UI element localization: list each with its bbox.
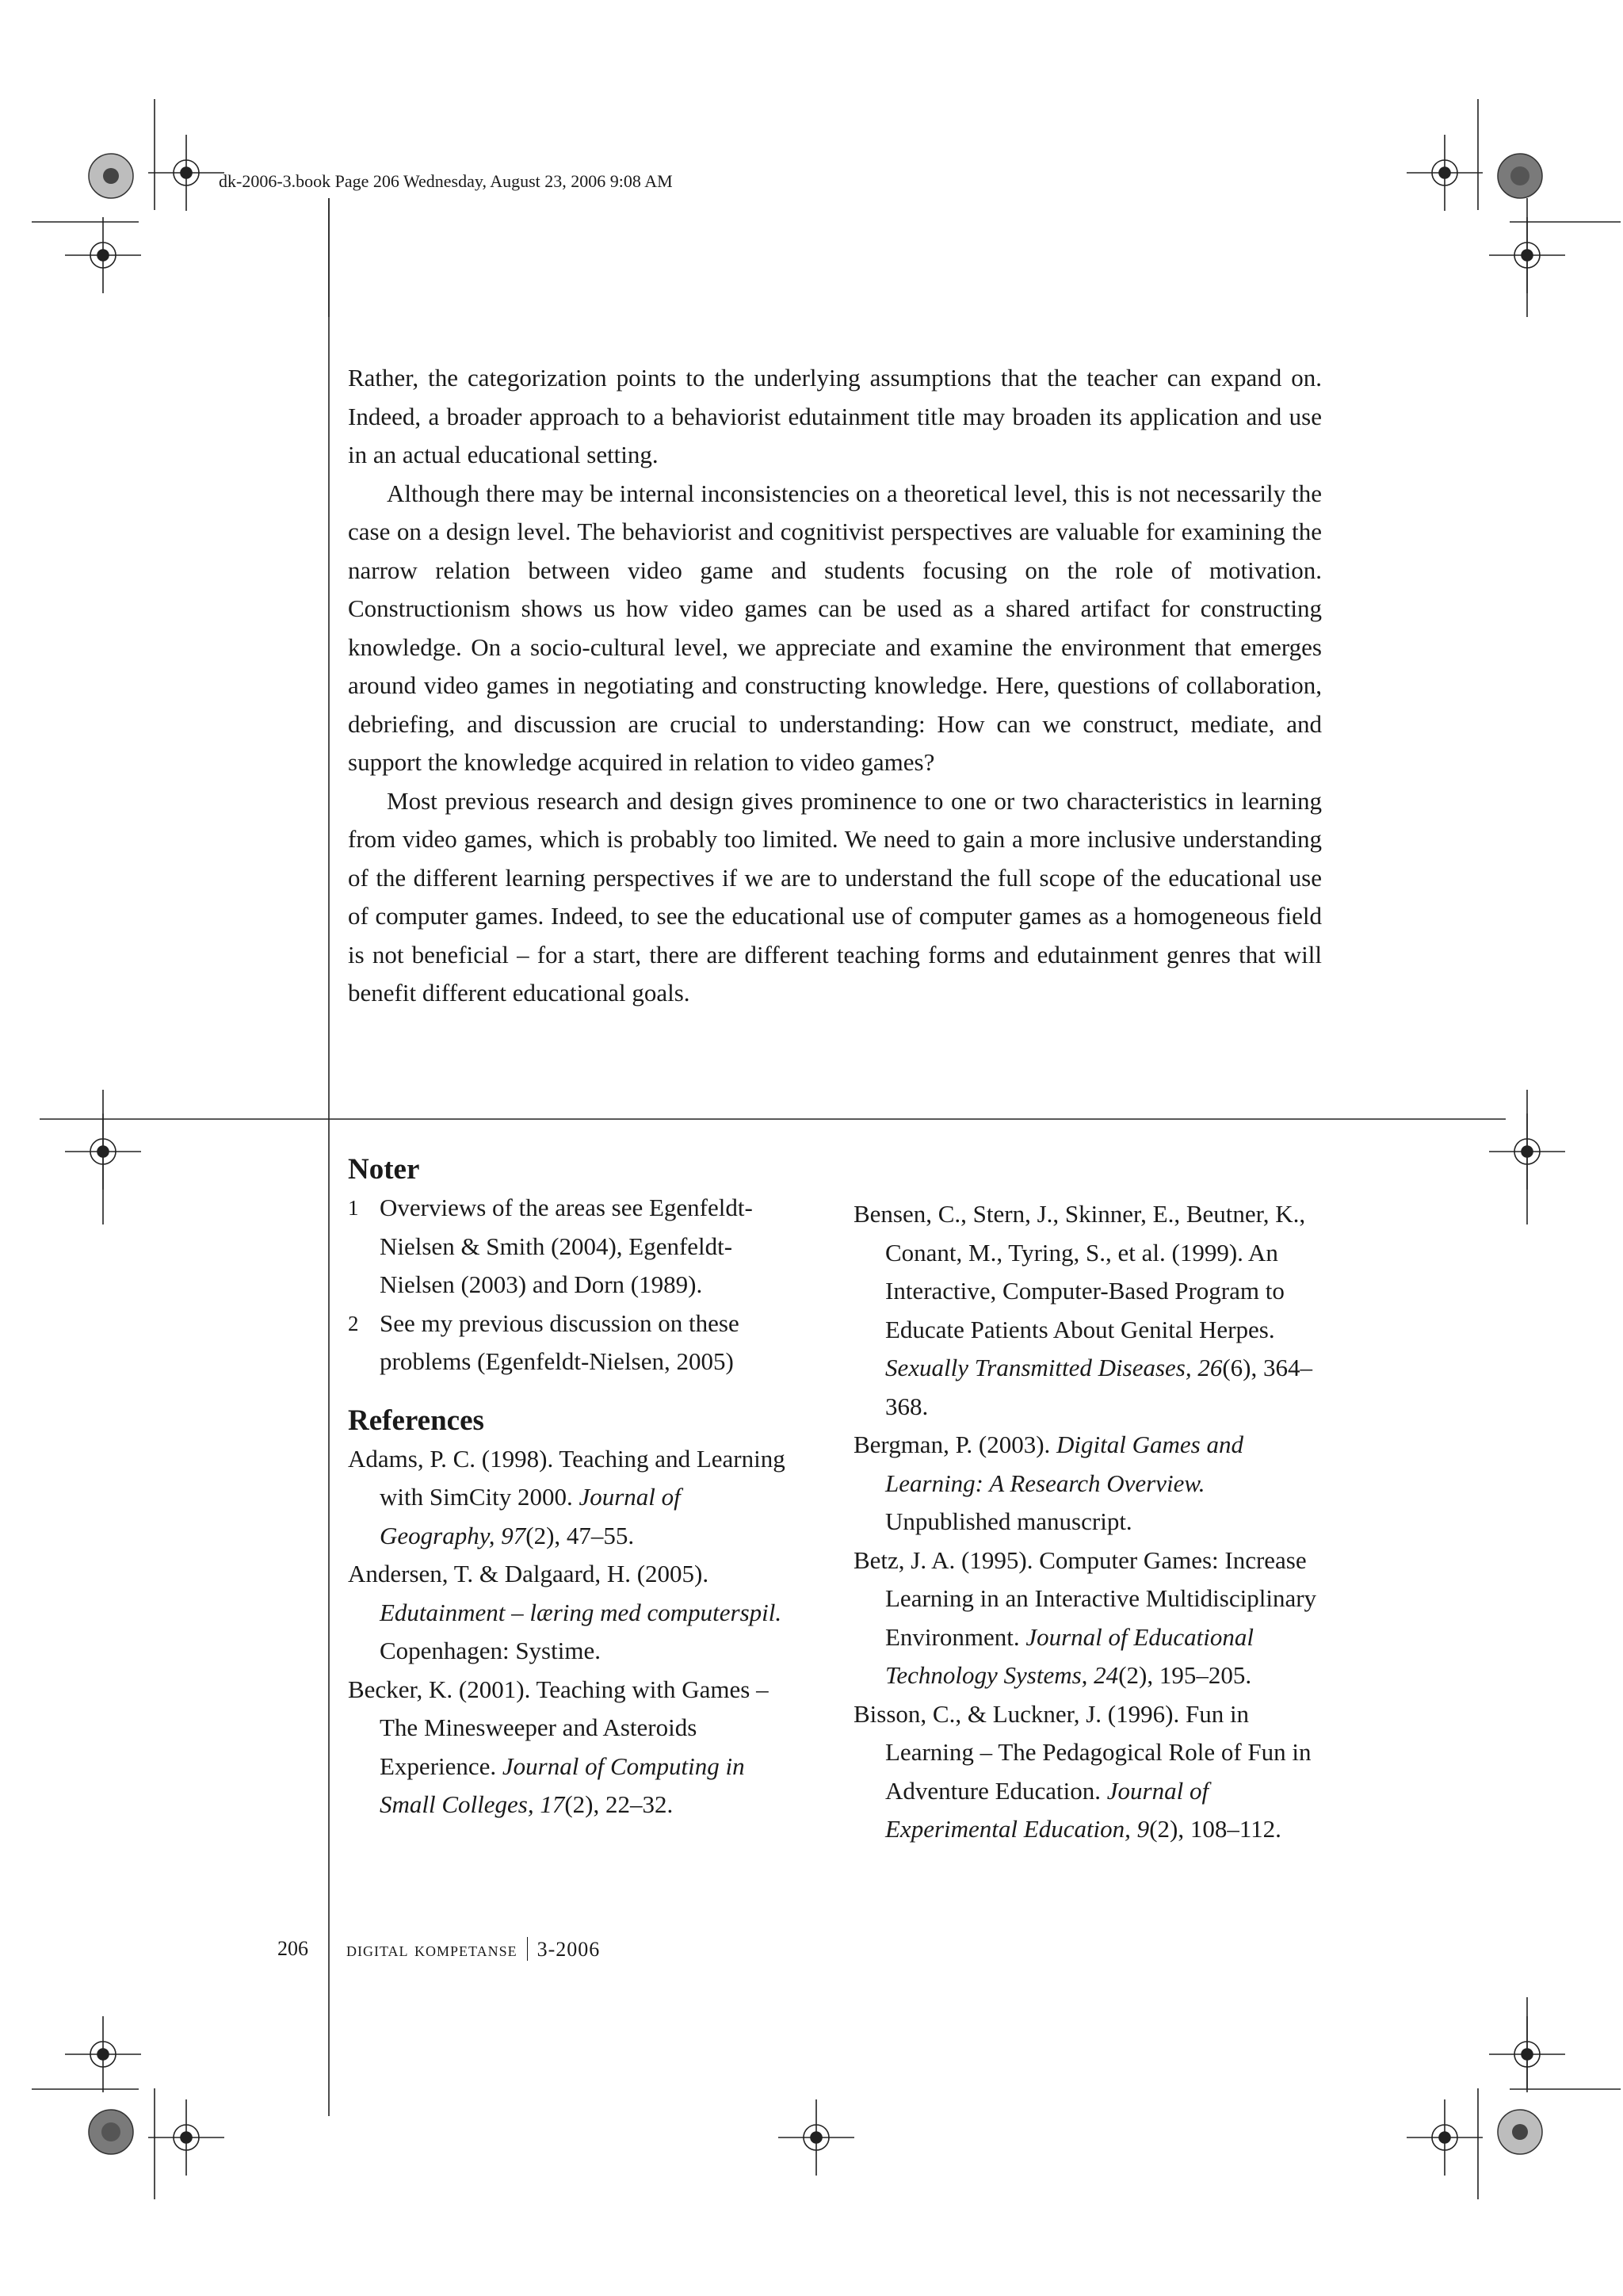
references-heading: References — [348, 1404, 484, 1437]
reference-entry — [854, 1426, 1329, 1541]
reference-entry — [348, 1671, 792, 1824]
print-slug-line: dk-2006-3.book Page 206 Wednesday, August 23, 2006 9:08 AM — [219, 171, 673, 191]
reference-text: (2), 108–112. — [1149, 1815, 1281, 1843]
reference-entry — [854, 1695, 1329, 1849]
reference-text: Copenhagen: Systime. — [380, 1637, 601, 1664]
reference-entry — [854, 1541, 1329, 1695]
reference-source: Digital Games and Learning: A Research Overview. — [885, 1431, 1243, 1497]
footnote-number: 2 — [348, 1311, 359, 1335]
paragraph: Most previous research and design gives prominence to one or two characteristics in learning from video games, which is probably too limited. We need to gain a more inclusive understanding of the different learning perspectives if we are to understand the full scope of the educational use of computer games. Indeed, to see the educational use of computer games as a homogeneous field is not beneficial – for a start, there are different teaching forms and edutainment genres that will benefit different educational goals. — [348, 786, 1322, 1007]
reference-text: Bensen, C., Stern, J., Skinner, E., Beutner, K., Conant, M., Tyring, S., et al. (1999). An Interactive, Computer-Based Program to Educate Patients About Genital Herpes. — [854, 1200, 1306, 1343]
reference-source: Edutainment – læring med computerspil. — [380, 1598, 782, 1626]
notes-heading: Noter — [348, 1153, 420, 1186]
reference-text: (2), 195–205. — [1118, 1661, 1252, 1689]
reference-text: Betz, J. A. (1995). Computer Games: Increase Learning in an Interactive Multidisciplinary Environment. — [854, 1545, 1317, 1651]
reference-source: Journal of Geography, 97 — [380, 1483, 681, 1549]
reference-text: (2), 22–32. — [564, 1790, 674, 1818]
reference-entry — [348, 1440, 792, 1556]
footnote-text: See my previous discussion on these problems (Egenfeldt-Nielsen, 2005) — [380, 1308, 739, 1375]
footnote-number: 1 — [348, 1196, 359, 1220]
footnote — [348, 1189, 792, 1305]
reference-text: Unpublished manuscript. — [885, 1507, 1132, 1535]
footer-divider — [527, 1937, 528, 1961]
journal-name: digital kompetanse — [346, 1938, 517, 1961]
issue-number: 3-2006 — [537, 1938, 601, 1961]
reference-text: Becker, K. (2001). Teaching with Games – The Minesweeper and Asteroids Experience. — [348, 1675, 769, 1780]
reference-source: Journal of Educational Technology Systems, 24 — [885, 1622, 1254, 1689]
page-number: 206 — [277, 1937, 308, 1960]
reference-text: (2), 47–55. — [525, 1521, 635, 1549]
reference-text: Adams, P. C. (1998). Teaching and Learning with SimCity 2000. — [348, 1444, 785, 1511]
reference-source: Journal of Experimental Education, 9 — [885, 1776, 1209, 1843]
reference-text: Bisson, C., & Luckner, J. (1996). Fun in Learning – The Pedagogical Role of Fun in Adventure Education. — [854, 1699, 1312, 1805]
reference-source: Sexually Transmitted Diseases, 26 — [885, 1354, 1223, 1381]
footnote — [348, 1305, 792, 1381]
body-text — [348, 359, 1322, 1013]
references-column-right — [854, 1195, 1329, 1849]
reference-source: Journal of Computing in Small Colleges, 17 — [380, 1752, 745, 1818]
reference-text: (6), 364–368. — [885, 1354, 1313, 1420]
paragraph: Rather, the categorization points to the underlying assumptions that the teacher can expand on. Indeed, a broader approach to a behaviorist edutainment title may broaden its application and use in an actual educational setting. — [348, 364, 1322, 468]
paragraph: Although there may be internal inconsistencies on a theoretical level, this is not necessarily the case on a design level. The behaviorist and cognitivist perspectives are valuable for examining the narrow relation between video game and students focusing on the role of motivation. Constructionism shows us how video games can be used as a shared artifact for constructing knowledge. On a socio-cultural level, we appreciate and examine the environment that emerges around video games in negotiating and constructing knowledge. Here, questions of collaboration, debriefing, and discussion are crucial to understanding: How can we construct, mediate, and support the knowledge acquired in relation to video games? — [348, 479, 1322, 776]
reference-text: Andersen, T. & Dalgaard, H. (2005). — [348, 1560, 709, 1587]
running-footer — [346, 1937, 600, 1962]
footnote-text: Overviews of the areas see Egenfeldt-Nielsen & Smith (2004), Egenfeldt-Nielsen (2003) and Dorn (1989). — [380, 1194, 753, 1298]
notes-column — [348, 1151, 792, 1824]
reference-text: Bergman, P. (2003). — [854, 1431, 1057, 1458]
reference-entry — [348, 1555, 792, 1671]
reference-entry — [854, 1195, 1329, 1426]
